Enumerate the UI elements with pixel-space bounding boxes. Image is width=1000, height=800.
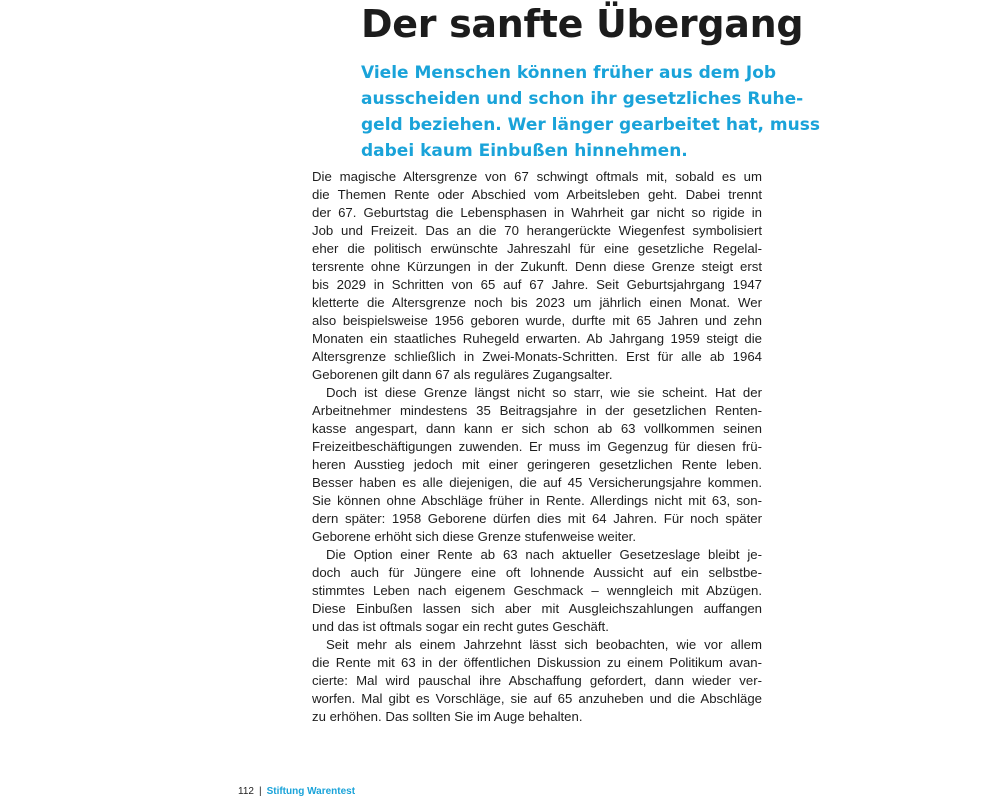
body-line: Arbeitnehmer mindestens 35 Beitragsjahre in der gesetzlichen Renten- — [312, 403, 762, 418]
body-line: Die magische Altersgrenze von 67 schwingt oftmals mit, sobald es um — [312, 169, 762, 184]
body-line: der 67. Geburtstag die Lebensphasen in Wahrheit gar nicht so rigide in — [312, 205, 762, 220]
lead-paragraph — [361, 60, 820, 164]
body-line: dern später: 1958 Geborene dürfen dies mit 64 Jahren. Für noch später — [312, 511, 762, 526]
body-line: kasse angespart, dann kann er sich schon ab 63 vollkommen seinen — [312, 421, 762, 436]
body-line: kletterte die Altersgrenze noch bis 2023 um jährlich einen Monat. Wer — [312, 295, 762, 310]
body-line: Seit mehr als einem Jahrzehnt lässt sich beobachten, wie vor allem — [326, 637, 762, 652]
body-line: die Rente mit 63 in der öffentlichen Diskussion zu einem Politikum avan- — [312, 655, 762, 670]
body-line: Die Option einer Rente ab 63 nach aktueller Gesetzeslage bleibt je- — [326, 547, 762, 562]
paragraph-2 — [312, 384, 762, 546]
body-line: tersrente ohne Kürzungen in der Zukunft. Denn diese Grenze steigt erst — [312, 259, 762, 274]
lead-line: dabei kaum Einbußen hinnehmen. — [361, 141, 688, 161]
lead-line: ausscheiden und schon ihr gesetzliches Ruhe- — [361, 89, 804, 109]
lead-line: geld beziehen. Wer länger gearbeitet hat, muss — [361, 115, 820, 135]
body-line: heren Ausstieg jedoch mit einer geringeren gesetzlichen Rente leben. — [312, 457, 762, 472]
paragraph-3 — [312, 546, 762, 636]
body-line: Sie können ohne Abschläge früher in Rente. Allerdings nicht mit 63, son- — [312, 493, 762, 508]
body-line: Diese Einbußen lassen sich aber mit Ausgleichszahlungen auffangen — [312, 601, 762, 616]
body-line: cierte: Mal wird pauschal ihre Abschaffung gefordert, dann wieder ver- — [312, 673, 762, 688]
page-number: 112 — [238, 786, 254, 797]
body-line: stimmtes Leben nach eigenem Geschmack – wenngleich mit Abzügen. — [312, 583, 762, 598]
body-line: also beispielsweise 1956 geboren wurde, durfte mit 65 Jahren und zehn — [312, 313, 762, 328]
body-line: Monaten ein staatliches Ruhegeld erwarten. Ab Jahrgang 1959 steigt die — [312, 331, 762, 346]
body-line: Doch ist diese Grenze längst nicht so starr, wie sie scheint. Hat der — [326, 385, 762, 400]
body-line: die Themen Rente oder Abschied vom Arbeitsleben geht. Dabei trennt — [312, 187, 762, 202]
body-line: bis 2029 in Schritten von 65 auf 67 Jahre. Seit Geburtsjahrgang 1947 — [312, 277, 762, 292]
body-line: zu erhöhen. Das sollten Sie im Auge behalten. — [312, 709, 583, 724]
page-title: Der sanfte Übergang — [361, 2, 804, 46]
body-line: eher die politisch erwünschte Jahreszahl für eine gesetzliche Regelal- — [312, 241, 762, 256]
body-line: Geborene erhöht sich diese Grenze stufenweise weiter. — [312, 529, 637, 544]
body-line: Job und Freizeit. Das an die 70 herangerückte Wiegenfest symbolisiert — [312, 223, 762, 238]
footer-separator: | — [258, 786, 262, 797]
body-line: Freizeitbeschäftigungen zuwenden. Er muss im Gegenzug für diesen frü- — [312, 439, 762, 454]
publisher-name: Stiftung Warentest — [266, 786, 356, 797]
body-line: und das ist oftmals sogar ein recht gutes Geschäft. — [312, 619, 609, 634]
page-footer — [238, 785, 355, 799]
lead-line: Viele Menschen können früher aus dem Job — [361, 63, 777, 83]
body-line: Besser haben es alle diejenigen, die auf 45 Versicherungsjahre kommen. — [312, 475, 762, 490]
body-line: Geborenen gilt dann 67 als reguläres Zugangsalter. — [312, 367, 613, 382]
body-line: Altersgrenze schließlich in Zwei-Monats-Schritten. Erst für alle ab 1964 — [312, 349, 762, 364]
article-body — [312, 168, 762, 726]
paragraph-4 — [312, 636, 762, 726]
body-line: worfen. Mal gibt es Vorschläge, sie auf 65 anzuheben und die Abschläge — [312, 691, 762, 706]
body-line: doch auch für Jüngere eine oft lohnende Aussicht auf ein selbstbe- — [312, 565, 762, 580]
paragraph-1 — [312, 168, 762, 384]
